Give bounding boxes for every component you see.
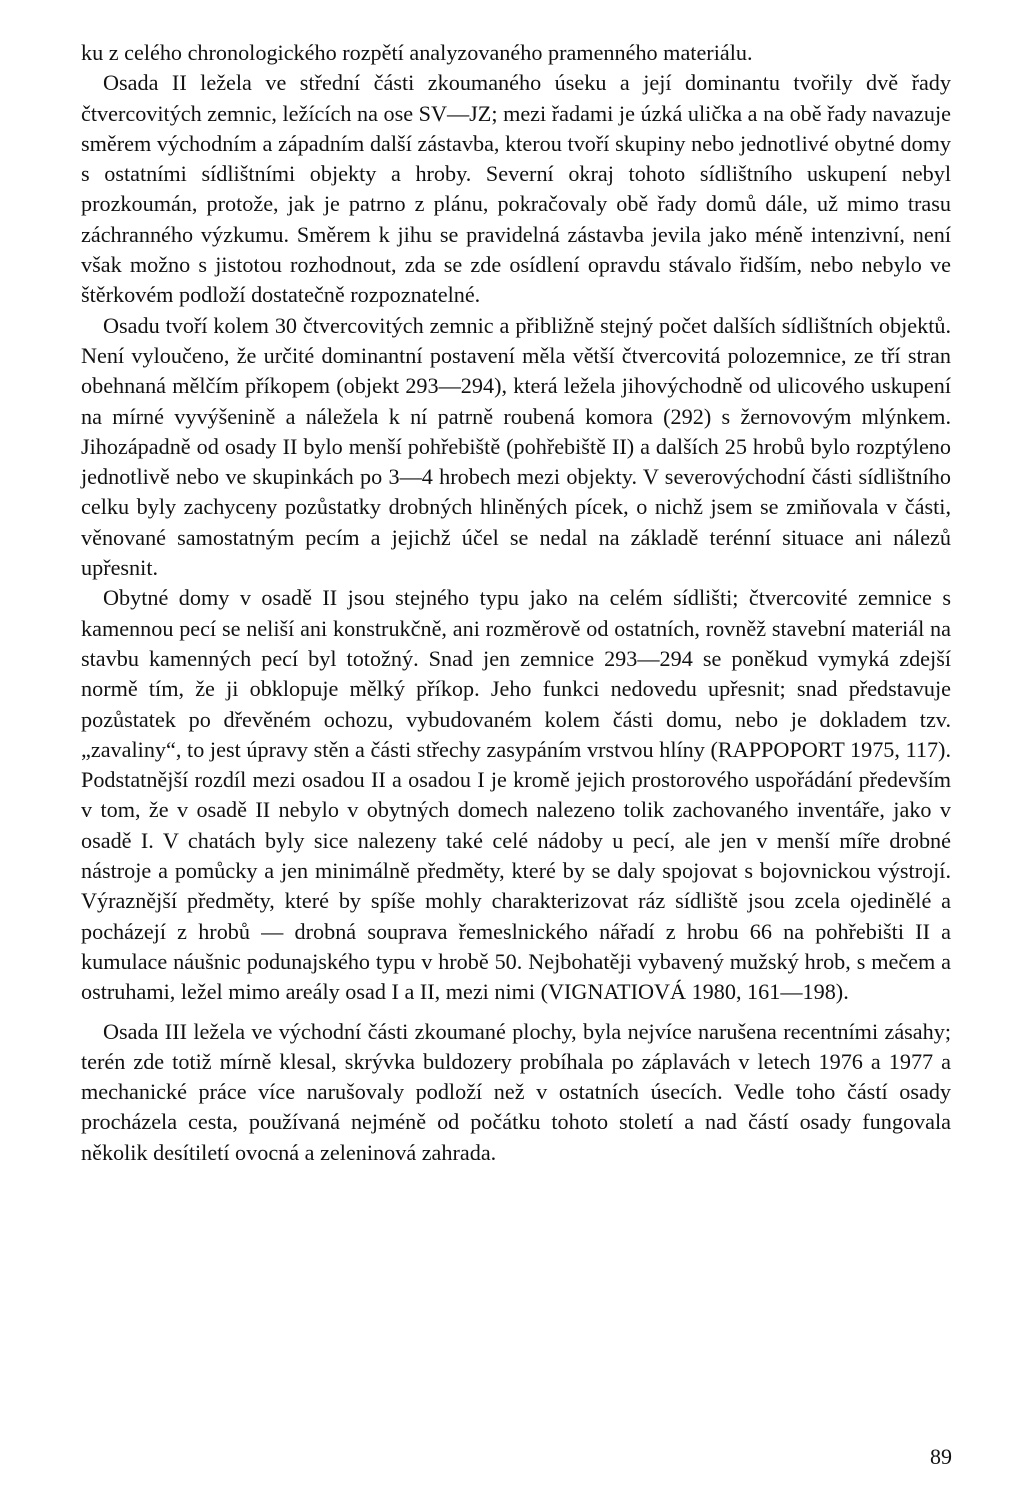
paragraph-dwellings: Obytné domy v osadě II jsou stejného typu jako na celém sídlišti; čtvercovité zemnice s kamennou pecí se neliší ani konstrukčně, ani rozměrově od ostatních, rovněž stavební materiál na stavbu kamenných pecí byl totožný. Snad jen zemnice 293—294 se poněkud vymyká zdejší normě tím, že ji obklopuje mělký příkop. Jeho funkci nedovedu upřesnit; snad představuje pozůstatek po dřevěném ochozu, vybudovaném kolem části domu, nebo je dokladem tzv. „zavaliny“, to jest úpravy stěn a části střechy zasypáním vrstvou hlíny (RAPPOPORT 1975, 117). Podstatnější rozdíl mezi osadou II a osadou I je kromě jejich prostorového uspořádání především v tom, že v osadě II nebylo v obytných domech nalezeno tolik zachovaného inventáře, jako v osadě I. V chatách byly sice nalezeny také celé nádoby u pecí, ale jen v menší míře drobné nástroje a pomůcky a jen minimálně předměty, které by se daly spojovat s bojovnickou výstrojí. Výraznější předměty, které by spíše mohly charakterizovat ráz sídliště jsou zcela ojedinělé a pocházejí z hrobů — drobná souprava řemeslnického nářadí z hrobu 66 na pohřebišti II a kumulace náušnic podunajského typu v hrobě 50. Nejbohatěji vybavený mužský hrob, s mečem a ostruhami, ležel mimo areály osad I a II, mezi nimi (VIGNATIOVÁ 1980, 161—198). [81, 585, 951, 1005]
paragraph-continuation: ku z celého chronologického rozpětí analyzovaného pramenného materiálu. [81, 40, 753, 65]
paragraph-osada-iii: Osada III ležela ve východní části zkoumané plochy, byla nejvíce narušena recentními zásahy; terén zde totiž mírně klesal, skrývka buldozery probíhala po záplavách v letech 1976 a 1977 a mechanické práce více narušovaly podloží než v ostatních úsecích. Vedle toho částí osady procházela cesta, používaná nejméně od počátku tohoto století a nad částí osady fungovala několik desítiletí ovocná a zeleninová zahrada. [81, 1018, 951, 1165]
page-number: 89 [930, 1444, 952, 1469]
paragraph-osada-ii: Osada II ležela ve střední části zkoumaného úseku a její dominantu tvořily dvě řady čtvercovitých zemnic, ležících na ose SV—JZ; mezi řadami je úzká ulička a na obě řady navazuje směrem východním a západním další zástavba, kterou tvoří skupiny nebo jednotlivé obytné domy s ostatními sídlištními objekty a hroby. Severní okraj tohoto sídlištního uskupení nebyl prozkoumán, protože, jak je patrno z plánu, pokračovaly obě řady domů dále, už mimo trasu záchranného výzkumu. Směrem k jihu se pravidelná zástavba jevila jako méně intenzivní, není však možno s jistotou rozhodnout, zda se zde osídlení opravdu stávalo řidším, nebo nebylo ve štěrkovém podloží dostatečně rozpoznatelné. [81, 70, 951, 308]
page-body [81, 38, 951, 1168]
paragraph-osada-objects: Osadu tvoří kolem 30 čtvercovitých zemnic a přibližně stejný počet dalších sídlištních objektů. Není vyloučeno, že určité dominantní postavení měla větší čtvercovitá polozemnice, ze tří stran obehnaná mělčím příkopem (objekt 293—294), která ležela jihovýchodně od ulicového uskupení na mírné vyvýšenině a náležela k ní patrně roubená komora (292) s žernovovým mlýnkem. Jihozápadně od osady II bylo menší pohřebiště (pohřebiště II) a dalších 25 hrobů bylo rozptýleno jednotlivě nebo ve skupinkách po 3—4 hrobech mezi objekty. V severovýchodní části sídlištního celku byly zachyceny pozůstatky drobných hliněných pícek, o nichž jsem se zmiňovala v části, věnované samostatným pecím a jejichž účel se nedal na základě terénní situace ani nálezů upřesnit. [81, 312, 951, 581]
